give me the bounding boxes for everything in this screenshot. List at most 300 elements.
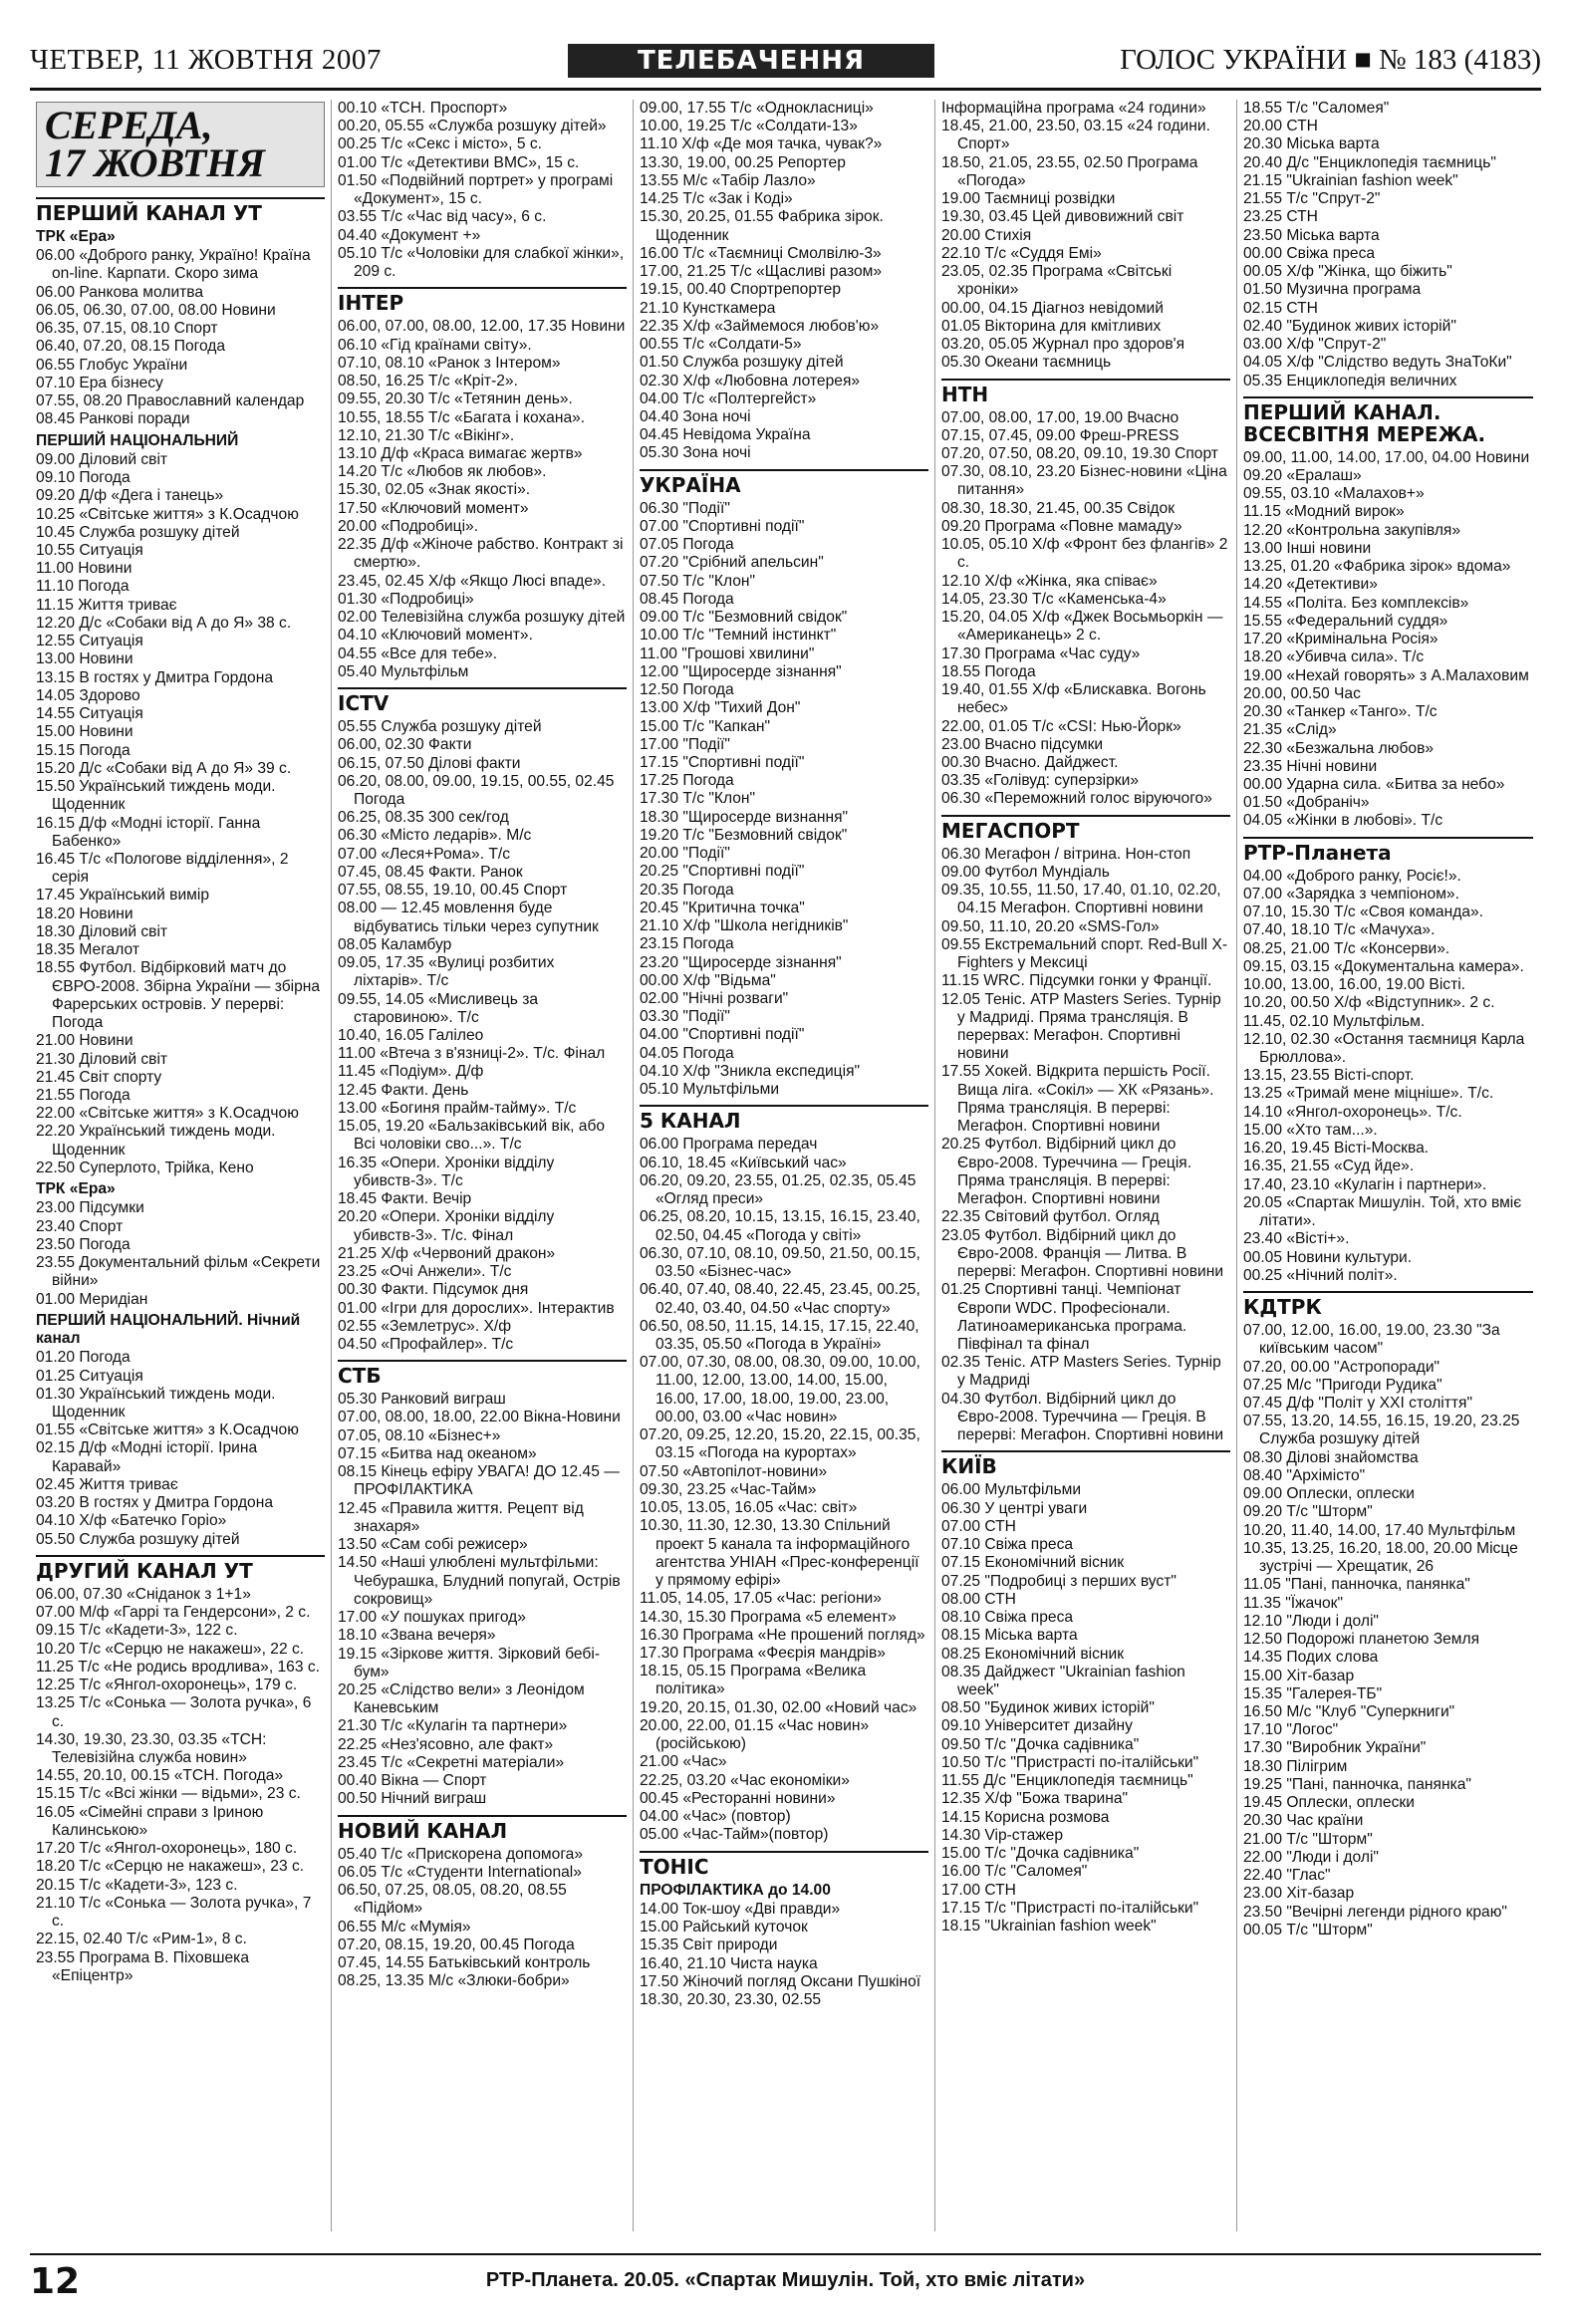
program-entry: 20.25 Футбол. Відбірний цикл до Євро-2008. Туреччина — Греція. Пряма трансляція. В перерві: Мегафон. Спортивні новини [941, 1136, 1192, 1208]
program-entry: 10.05, 05.10 Х/ф «Фронт без флангів» 2 с. [941, 536, 1228, 572]
program-entry: 10.05, 13.05, 16.05 «Час: світ» [640, 1499, 858, 1517]
program-entry: 07.20, 09.25, 12.20, 15.20, 22.15, 00.35, 03.15 «Погода на курортах» [640, 1426, 920, 1462]
program-entry: 23.15 Погода [640, 935, 734, 953]
program-entry: 20.30 «Танкер «Танго». Т/с [1243, 703, 1438, 721]
program-entry: 20.20 «Опери. Хроніки відділу убивств-3». Т/с. Фінал [338, 1208, 555, 1244]
program-entry: 22.50 Суперлото, Трійка, Кено [36, 1159, 254, 1176]
program-entry: 04.10 Х/ф "Зникла експедиція" [640, 1062, 861, 1080]
program-entry: 14.15 Корисна розмова [941, 1808, 1110, 1826]
program-entry: 06.00 «Доброго ранку, Україно! Країна on-line. Карпати. Скоро зима [36, 247, 311, 283]
program-entry: 12.10, 02.30 «Остання таємниця Карла Брюллова». [1243, 1030, 1525, 1067]
program-entry: 18.45, 21.00, 23.50, 03.15 «24 години. Спорт» [941, 118, 1210, 153]
program-entry: 06.25, 08.20, 10.15, 13.15, 16.15, 23.40, 02.50, 04.45 «Погода у світі» [640, 1208, 920, 1244]
program-entry: 16.40, 21.10 Чиста наука [640, 1954, 818, 1972]
program-entry: 04.55 «Все для тебе». [338, 645, 498, 662]
program-entry: 06.25, 08.35 300 сек/год [338, 809, 509, 827]
program-entry: 09.00 Т/с "Безмовний свідок" [640, 609, 848, 627]
program-entry: 01.00 Меридіан [36, 1290, 148, 1308]
program-entry: 23.20 "Щиросерде зізнання" [640, 953, 842, 971]
program-entry: 06.50, 08.50, 11.15, 14.15, 17.15, 22.40, 03.35, 05.50 «Погода в Україні» [640, 1317, 919, 1353]
program-entry: 07.55, 08.55, 19.10, 00.45 Спорт [338, 882, 568, 900]
program-entry: 09.00, 11.00, 14.00, 17.00, 04.00 Новини [1243, 448, 1530, 466]
program-entry: 20.30 Міська варта [1243, 135, 1380, 153]
program-entry: 17.20 Т/с «Янгол-охоронець», 180 с. [36, 1840, 298, 1858]
channel-subheading: ПЕРШИЙ НАЦІОНАЛЬНИЙ [36, 431, 239, 449]
program-entry: 12.00 "Щиросерде зізнання" [640, 662, 842, 680]
program-entry: 19.20 Т/с "Безмовний свідок" [640, 826, 848, 844]
program-entry: 19.20, 20.15, 01.30, 02.00 «Новий час» [640, 1698, 917, 1716]
program-entry: 17.00 "Події" [640, 735, 730, 753]
program-entry: 01.50 «Подвійний портрет» у програмі «Документ», 15 с. [338, 171, 614, 208]
program-entry: 00.45 «Ресторанні новини» [640, 1789, 836, 1807]
program-entry: 13.25 «Тримай мене міцніше». Т/с. [1243, 1085, 1494, 1103]
program-entry: 07.20, 00.00 "Астропоради" [1243, 1358, 1440, 1376]
program-entry: 11.25 Т/с «Не родись вродлива», 163 с. [36, 1658, 320, 1676]
program-entry: 07.20, 07.50, 08.20, 09.10, 19.30 Спорт [941, 444, 1218, 462]
program-entry: 07.00 СТН [941, 1517, 1016, 1535]
program-entry: 09.55, 03.10 «Малахов+» [1243, 485, 1425, 503]
program-entry: 16.00 Т/с "Саломея" [941, 1863, 1088, 1881]
program-entry: 04.40 «Документ +» [338, 226, 481, 244]
program-entry: 04.50 «Профайлер». Т/с [338, 1336, 514, 1353]
listing-column [1237, 100, 1539, 2231]
channel-title: КДТРК [1243, 1291, 1533, 1318]
program-entry: 09.20 Програма «Повне мамаду» [941, 517, 1182, 535]
program-entry: 23.35 Нічні новини [1243, 757, 1378, 775]
program-entry: 06.50, 07.25, 08.05, 08.20, 08.55 «Підйом» [338, 1882, 567, 1918]
program-entry: 21.55 Т/с "Спрут-2" [1243, 190, 1381, 208]
program-entry: 01.50 Музична програма [1243, 281, 1422, 299]
program-entry: 10.20, 00.50 Х/ф «Відступник». 2 с. [1243, 994, 1495, 1012]
program-entry: 05.10 Мультфільми [640, 1081, 780, 1099]
program-entry: 08.50, 16.25 Т/с «Кріт-2». [338, 373, 518, 390]
program-entry: 15.00 Новини [36, 723, 133, 741]
page-footer [30, 2253, 1541, 2305]
program-entry: 23.40 «Вісті+». [1243, 1230, 1350, 1248]
program-entry: 07.05 Погода [640, 536, 734, 554]
program-entry: 21.10 Кунсткамера [640, 299, 776, 317]
program-entry: 20.35 Погода [640, 881, 734, 899]
program-entry: 03.20 В гостях у Дмитра Гордона [36, 1494, 274, 1512]
program-entry: 06.20, 08.00, 09.00, 19.15, 00.55, 02.45 Погода [338, 772, 615, 808]
program-entry: 07.10 Ера бізнесу [36, 374, 163, 391]
channel-title: НТН [941, 379, 1230, 405]
program-entry: 17.50 «Ключовий момент» [338, 499, 529, 517]
program-entry: 19.00 «Нехай говорять» з А.Малаховим [1243, 666, 1529, 684]
program-entry: 15.15 Т/с «Всі жінки — відьми», 23 с. [36, 1785, 301, 1803]
program-entry: 10.25 «Світське життя» з К.Осадчою [36, 505, 299, 523]
program-entry: 09.35, 10.55, 11.50, 17.40, 01.10, 02.20, 04.15 Мегафон. Спортивні новини [941, 882, 1221, 917]
program-entry: 13.00 Х/ф "Тихий Дон" [640, 699, 801, 717]
program-entry: 18.20 Новини [36, 904, 133, 922]
program-entry: 19.30, 03.45 Цей дивовижний світ [941, 208, 1184, 226]
program-entry: 10.00, 19.25 Т/с «Солдати-13» [640, 118, 858, 135]
program-entry: 21.10 Т/с «Сонька — Золота ручка», 7 с. [36, 1894, 312, 1931]
program-entry: 01.25 Ситуація [36, 1367, 143, 1385]
program-entry: 17.45 Український вимір [36, 887, 210, 904]
channel-subheading: ТРК «Ера» [36, 228, 116, 245]
program-entry: 10.20, 11.40, 14.00, 17.40 Мультфільм [1243, 1521, 1516, 1539]
channel-title: ТОНІС [640, 1851, 928, 1878]
program-entry: 18.20 Т/с «Серцю не накажеш», 23 с. [36, 1858, 305, 1876]
program-entry: 23.05 Футбол. Відбірний цикл до Євро-2008. Франція — Литва. В перерві: Мегафон. Спортивні новини [941, 1226, 1224, 1281]
program-entry: 06.30 «Місто ледарів». М/с [338, 827, 532, 845]
program-entry: 14.30, 19.30, 23.30, 03.35 «ТСН: Телевізійна служба новин» [36, 1730, 267, 1766]
program-entry: 09.00 Оплески, оплески [1243, 1485, 1415, 1503]
program-entry: 21.30 Діловий світ [36, 1050, 168, 1068]
program-entry: 15.30, 20.25, 01.55 Фабрика зірок. Щоденник [640, 208, 884, 244]
program-entry: 18.15, 05.15 Програма «Велика політика» [640, 1663, 867, 1698]
program-entry: 17.50 Жіночий погляд Оксани Пушкіної [640, 1972, 921, 1990]
program-entry: 21.35 «Слід» [1243, 721, 1337, 739]
channel-title: НОВИЙ КАНАЛ [338, 1815, 627, 1842]
program-entry: 01.00 «Ігри для дорослих». Інтерактив [338, 1299, 615, 1317]
listing-column [935, 100, 1237, 2231]
program-entry: 17.15 "Спортивні події" [640, 753, 805, 771]
program-entry: 07.15 «Битва над океаном» [338, 1444, 537, 1462]
program-entry: 15.50 Український тиждень моди. Щоденник [36, 778, 276, 814]
program-entry: 04.40 Зона ночі [640, 407, 751, 425]
program-entry: 11.15 «Модний вирок» [1243, 503, 1405, 521]
program-entry: 07.45, 14.55 Батьківський контроль [338, 1954, 591, 1972]
program-entry: 08.25, 13.35 М/с «Злюки-бобри» [338, 1972, 570, 1990]
program-entry: 00.30 Вчасно. Дайджест. [941, 753, 1119, 771]
program-entry: 06.10 «Гід країнами світу». [338, 336, 532, 354]
program-entry: 01.25 Спортивні танці. Чемпіонат Європи WDC. Професіонали. Латиноамериканська програма. Півфінал та фінал [941, 1281, 1187, 1353]
program-entry: 18.10 «Звана вечеря» [338, 1627, 496, 1645]
program-entry: 13.30, 19.00, 00.25 Репортер [640, 153, 846, 171]
program-entry: 13.10 Д/ф «Краса вимагає жертв» [338, 444, 583, 462]
program-entry: 18.55 Т/с "Саломея" [1243, 100, 1390, 117]
program-entry: 15.00 Райський куточок [640, 1919, 808, 1937]
program-entry: 00.05 Х/ф "Жінка, що біжить" [1243, 263, 1452, 281]
program-entry: 18.45 Факти. Вечір [338, 1190, 472, 1208]
program-entry: 07.15, 07.45, 09.00 Фреш-PRESS [941, 426, 1179, 444]
program-entry: 09.20 Д/ф «Дега і танець» [36, 487, 224, 505]
program-entry: 11.05, 14.05, 17.05 «Час: регіони» [640, 1590, 882, 1608]
program-entry: 09.05, 17.35 «Вулиці розбитих ліхтарів». Т/с [338, 954, 555, 990]
program-entry: 00.25 Т/с «Секс і місто», 5 с. [338, 135, 542, 153]
program-entry: 07.20, 08.15, 19.20, 00.45 Погода [338, 1936, 575, 1953]
program-entry: 15.00 Хіт-базар [1243, 1667, 1355, 1684]
program-entry: 23.40 Спорт [36, 1217, 124, 1235]
program-entry: 06.05, 06.30, 07.00, 08.00 Новини [36, 301, 276, 319]
program-entry: 04.05 «Жінки в любові». Т/с [1243, 812, 1443, 830]
day-banner-line: 17 ЖОВТНЯ [45, 140, 265, 185]
program-entry: 02.30 Х/ф «Любовна лотерея» [640, 372, 861, 389]
program-entry: 17.25 Погода [640, 772, 734, 790]
program-entry: 01.05 Вікторина для кмітливих [941, 317, 1162, 335]
program-entry: 10.50 Т/с "Пристрасті по-італійськи" [941, 1753, 1199, 1771]
program-entry: 20.15 Т/с «Кадети-3», 123 с. [36, 1876, 238, 1894]
program-entry: 18.30 Діловий світ [36, 922, 168, 940]
program-entry: 07.40, 18.10 Т/с «Мачуха». [1243, 921, 1436, 939]
program-entry: 17.30 Програма «Феєрія мандрів» [640, 1644, 886, 1662]
program-entry: 14.55 «Політа. Без комплексів» [1243, 594, 1469, 612]
page-number: 12 [30, 2261, 81, 2302]
day-banner-line: СЕРЕДА, [45, 103, 213, 147]
program-entry: 06.40, 07.40, 08.40, 22.45, 23.45, 00.25, 02.40, 03.40, 04.50 «Час спорту» [640, 1281, 920, 1317]
program-entry: 08.10 Свіжа преса [941, 1609, 1074, 1627]
program-entry: 09.20 «Ералаш» [1243, 466, 1362, 484]
program-entry: 12.55 Ситуація [36, 633, 143, 650]
program-entry: 09.55, 20.30 Т/с «Тетянин день». [338, 390, 573, 408]
program-entry: 18.15 "Ukrainian fashion week" [941, 1918, 1157, 1936]
program-entry: 10.40, 16.05 Галілео [338, 1027, 484, 1045]
program-entry: 15.05, 19.20 «Бальзаківський вік, або Всі чоловіки сво...». Т/с [338, 1118, 606, 1154]
program-entry: 23.50 Погода [36, 1235, 131, 1253]
program-entry: 06.30, 07.10, 08.10, 09.50, 21.50, 00.15, 03.50 «Бізнес-час» [640, 1244, 920, 1281]
program-entry: 09.20 Т/с "Шторм" [1243, 1503, 1373, 1521]
program-entry: 08.25 Економічний вісник [941, 1645, 1125, 1663]
program-entry: 09.10 Погода [36, 469, 131, 487]
program-entry: 22.35 Д/ф «Жіноче рабство. Контракт зі смертю». [338, 536, 624, 572]
program-entry: 15.20, 04.05 Х/ф «Джек Восьмьоркін — «Американець» 2 с. [941, 609, 1223, 645]
program-entry: 11.15 Життя триває [36, 596, 177, 614]
program-entry: 11.00 "Грошові хвилини" [640, 645, 815, 662]
program-entry: 12.05 Теніс. ATP Masters Series. Турнір у Мадриді. Пряма трансляція. В перервах: Мегафон. Спортивні новини [941, 990, 1221, 1063]
program-entry: 07.45, 08.45 Факти. Ранок [338, 863, 523, 881]
program-entry: 04.05 Х/ф "Слідство ведуть ЗнаТоКи" [1243, 354, 1512, 372]
program-entry: 15.00 Т/с "Дочка садівника" [941, 1845, 1140, 1863]
program-entry: 00.05 Т/с "Шторм" [1243, 1921, 1373, 1938]
program-entry: 08.30, 18.30, 21.45, 00.35 Свідок [941, 499, 1176, 517]
program-entry: 14.25 Т/с «Зак і Коді» [640, 190, 793, 208]
program-entry: 13.15 В гостях у Дмитра Гордона [36, 668, 274, 686]
program-entry: 16.35, 21.55 «Суд йде». [1243, 1158, 1415, 1175]
program-entry: 23.00 Підсумки [36, 1199, 144, 1217]
program-entry: 07.20 "Срібний апельсин" [640, 554, 824, 572]
program-entry: 23.55 Програма В. Піховшека «Епіцентр» [36, 1948, 250, 1984]
program-entry: 23.55 Документальний фільм «Секрети війни» [36, 1254, 321, 1290]
program-entry: 14.10 «Янгол-охоронець». Т/с. [1243, 1103, 1462, 1121]
program-entry: 06.55 М/с «Мумія» [338, 1918, 471, 1936]
program-entry: 14.35 Подих слова [1243, 1649, 1379, 1667]
program-entry: 22.35 Х/ф «Займемося любов'ю» [640, 317, 880, 335]
program-entry: 08.45 Погода [640, 590, 734, 608]
program-entry: 05.55 Служба розшуку дітей [338, 718, 542, 736]
program-entry: 21.10 Х/ф "Школа негідників" [640, 917, 849, 935]
program-entry: 04.30 Футбол. Відбірний цикл до Євро-2008. Туреччина — Греція. В перерві: Мегафон. Спортивні новини [941, 1390, 1224, 1444]
program-entry: 09.15 Т/с «Кадети-3», 122 с. [36, 1622, 238, 1640]
program-entry: 15.55 «Федеральний суддя» [1243, 612, 1448, 630]
program-entry: 22.40 "Глас" [1243, 1867, 1331, 1885]
program-entry: 12.10 Х/ф «Жінка, яка співає» [941, 572, 1158, 590]
program-entry: 07.00 "Спортивні події" [640, 517, 805, 535]
program-entry: 17.55 Хокей. Відкрита першість Росії. Вища ліга. «Сокіл» — ХК «Рязань». Пряма трансляція. В перерві: Мегафон. Спортивні новини [941, 1063, 1214, 1136]
program-entry: 14.50 «Наші улюблені мультфільми: Чебурашка, Блудний попугай, Острів сокровищ» [338, 1554, 621, 1608]
program-entry: 22.15, 02.40 Т/с «Рим-1», 8 с. [36, 1931, 247, 1948]
program-entry: 13.00 Інші новини [1243, 539, 1372, 557]
listing-column [332, 100, 634, 2231]
program-entry: 12.50 Подорожі планетою Земля [1243, 1631, 1480, 1649]
program-entry: 20.00, 22.00, 01.15 «Час новин» (російською) [640, 1716, 870, 1753]
program-entry: 09.50 Т/с "Дочка садівника" [941, 1735, 1140, 1753]
program-entry: 14.00 Ток-шоу «Дві правди» [640, 1900, 841, 1918]
program-entry: 09.30, 23.25 «Час-Тайм» [640, 1480, 817, 1498]
program-entry: 08.35 Дайджест "Ukrainian fashion week" [941, 1663, 1185, 1698]
program-entry: 22.25, 03.20 «Час економіки» [640, 1771, 850, 1789]
channel-subheading: ПЕРШИЙ НАЦІОНАЛЬНИЙ. Нічний канал [36, 1311, 301, 1348]
program-entry: 05.30 Ранковий виграш [338, 1391, 506, 1409]
program-entry: 21.55 Погода [36, 1087, 131, 1105]
program-entry: 17.30 Програма «Час суду» [941, 645, 1141, 662]
program-entry: 12.10 "Люди і долі" [1243, 1612, 1379, 1630]
program-entry: 00.05 Новини культури. [1243, 1248, 1413, 1266]
channel-title: ІНТЕР [338, 287, 627, 314]
program-entry: 00.50 Нічний виграш [338, 1790, 487, 1808]
program-entry: 10.00, 13.00, 16.00, 19.00 Вісті. [1243, 976, 1466, 994]
program-entry: 18.30 "Щиросерде визнання" [640, 808, 849, 826]
program-entry: 03.55 Т/с «Час від часу», 6 с. [338, 208, 547, 226]
program-entry: 06.00 Мультфільми [941, 1481, 1082, 1499]
program-entry: 08.45 Ранкові поради [36, 410, 190, 428]
program-entry: 02.15 СТН [1243, 299, 1318, 317]
program-entry: 18.50, 21.05, 23.55, 02.50 Програма «Погода» [941, 153, 1198, 189]
program-entry: 13.25, 01.20 «Фабрика зірок» вдома» [1243, 558, 1511, 576]
program-entry: 14.05, 23.30 Т/с «Каменська-4» [941, 590, 1167, 608]
program-entry: 17.15 Т/с "Пристрасті по-італійськи" [941, 1899, 1199, 1917]
program-entry: 09.00 Діловий світ [36, 450, 168, 468]
program-entry: 23.25 «Очі Анжели». Т/с [338, 1263, 512, 1281]
program-entry: 07.00, 12.00, 16.00, 19.00, 23.30 "За київським часом" [1243, 1322, 1500, 1358]
program-entry: 01.55 «Світське життя» з К.Осадчою [36, 1421, 299, 1439]
program-entry: 07.05, 08.10 «Бізнес+» [338, 1426, 501, 1444]
program-entry: 00.00 Свіжа преса [1243, 244, 1376, 262]
program-entry: 08.00 СТН [941, 1590, 1016, 1608]
program-entry: 14.20 «Детективи» [1243, 576, 1378, 594]
program-entry: 09.50, 11.10, 20.20 «SMS-Гол» [941, 917, 1160, 935]
program-entry: 18.35 Мегалот [36, 941, 139, 959]
program-entry: 12.25 Т/с «Янгол-охоронець», 179 с. [36, 1677, 298, 1694]
program-entry: 11.55 Д/с "Енциклопедія таємниць" [941, 1772, 1193, 1790]
program-entry: 00.25 «Нічний політ». [1243, 1266, 1398, 1284]
program-entry: 06.00, 07.00, 08.00, 12.00, 17.35 Новини [338, 318, 626, 336]
program-entry: 17.00 СТН [941, 1881, 1016, 1899]
issue-date: ЧЕТВЕР, 11 ЖОВТНЯ 2007 [30, 44, 382, 76]
program-entry: 23.00 Хіт-базар [1243, 1885, 1355, 1903]
program-entry: 11.15 WRC. Підсумки гонки у Франції. [941, 972, 1212, 990]
program-entry: 07.00 «Леся+Рома». Т/с [338, 845, 511, 863]
channel-title: ДРУГИЙ КАНАЛ УТ [36, 1555, 325, 1582]
program-entry: 22.25 «Нез'ясовно, але факт» [338, 1735, 554, 1753]
program-entry: 15.35 Світ природи [640, 1937, 778, 1954]
program-entry: 07.15 Економічний вісник [941, 1554, 1125, 1572]
program-entry: 04.00 «Доброго ранку, Росіє!». [1243, 867, 1461, 885]
program-entry: 20.45 "Критична точка" [640, 899, 805, 916]
program-entry: 06.00, 02.30 Факти [338, 736, 472, 754]
program-entry: 06.30 У центрі уваги [941, 1499, 1088, 1517]
program-entry: 12.45 Факти. День [338, 1081, 469, 1099]
program-entry: 20.00, 00.50 Час [1243, 684, 1361, 702]
program-entry: 13.25 Т/с «Сонька — Золота ручка», 6 с. [36, 1694, 312, 1730]
program-entry: 19.45 Оплески, оплески [1243, 1794, 1415, 1812]
program-entry: 19.40, 01.55 Х/ф «Блискавка. Вогонь небес» [941, 681, 1206, 717]
program-entry: 06.15, 07.50 Ділові факти [338, 754, 521, 772]
program-entry: 15.35 "Галерея-ТБ" [1243, 1684, 1383, 1702]
program-entry: 09.55, 14.05 «Мисливець за старовиною». Т/с [338, 990, 539, 1026]
channel-title: ПЕРШИЙ КАНАЛ. ВСЕСВІТНЯ МЕРЕЖА. [1243, 396, 1533, 445]
program-entry: 01.50 Служба розшуку дітей [640, 354, 844, 372]
program-entry: 14.30 Vip-стажер [941, 1826, 1064, 1844]
program-entry: 15.30, 02.05 «Знак якості». [338, 481, 531, 499]
program-entry: 22.10 Т/с «Суддя Емі» [941, 244, 1102, 262]
program-entry: 10.35, 13.25, 16.20, 18.00, 20.00 Місце зустрічі — Хрещатик, 26 [1243, 1539, 1518, 1576]
program-entry: 05.00 «Час-Тайм»(повтор) [640, 1826, 829, 1844]
program-entry: 16.15 Д/ф «Модні історії. Ганна Бабенко» [36, 814, 261, 850]
program-entry: 01.30 «Подробиці» [338, 590, 474, 608]
program-entry: 07.10 Свіжа преса [941, 1536, 1074, 1554]
program-entry: 16.30 Програма «Не прошений погляд» [640, 1626, 925, 1644]
program-entry: 04.00 "Спортивні події" [640, 1026, 805, 1044]
program-entry: 00.40 Вікна — Спорт [338, 1772, 487, 1790]
program-entry: 11.05 "Пані, панночка, панянка" [1243, 1576, 1470, 1594]
program-entry: 06.00, 07.30 «Сніданок з 1+1» [36, 1585, 251, 1603]
program-teaser: РТР-Планета. 20.05. «Спартак Мишулін. Той, хто вміє літати» [485, 2269, 1086, 2291]
program-entry: 01.30 Український тиждень моди. Щоденник [36, 1385, 276, 1420]
program-entry: 06.30 "Події" [640, 499, 730, 517]
program-entry: 07.55, 08.20 Православний календар [36, 392, 305, 410]
program-entry: 12.35 Х/ф "Божа тварина" [941, 1790, 1129, 1808]
program-entry: 15.00 «Хто там...». [1243, 1121, 1378, 1139]
program-entry: 02.00 Телевізійна служба розшуку дітей [338, 609, 626, 627]
program-entry: 06.00 Ранкова молитва [36, 283, 204, 301]
channel-title: КИЇВ [941, 1450, 1230, 1477]
program-entry: 08.50 "Будинок живих історій" [941, 1699, 1155, 1717]
program-entry: 07.45 Д/ф "Політ у XXI століття" [1243, 1395, 1473, 1412]
program-entry: 12.20 «Контрольна закупівля» [1243, 521, 1461, 539]
program-entry: 20.05 «Спартак Мишулін. Той, хто вміє літати». [1243, 1193, 1522, 1230]
program-entry: 02.00 "Нічні розваги" [640, 990, 789, 1008]
program-entry: 20.30 Час країни [1243, 1812, 1364, 1830]
program-entry: 20.25 "Спортивні події" [640, 863, 805, 881]
program-entry: 07.50 Т/с "Клон" [640, 572, 756, 590]
program-entry: 22.20 Український тиждень моди. Щоденник [36, 1123, 276, 1159]
program-entry: 04.10 Х/ф «Батечко Горіо» [36, 1512, 227, 1530]
program-entry: 10.55 Ситуація [36, 541, 143, 559]
program-entry: 16.35 «Опери. Хроніки відділу убивств-3». Т/с [338, 1154, 555, 1189]
program-entry: 15.20 Д/с «Собаки від А до Я» 39 с. [36, 759, 292, 777]
program-entry: 08.15 Кінець ефіру УВАГА! ДО 12.45 — ПРОФІЛАКТИКА [338, 1463, 620, 1499]
channel-title: ПЕРШИЙ КАНАЛ УТ [36, 197, 325, 224]
program-entry: 09.00 Футбол Мундіаль [941, 863, 1110, 881]
channel-title: МЕГАСПОРТ [941, 815, 1230, 842]
program-entry: 07.55, 13.20, 14.55, 16.15, 19.20, 23.25 Служба розшуку дітей [1243, 1413, 1520, 1448]
listing-column [30, 100, 332, 2231]
tv-listings [30, 100, 1541, 2231]
program-entry: 03.30 "Події" [640, 1008, 730, 1026]
program-entry: 14.30, 15.30 Програма «5 елемент» [640, 1608, 897, 1626]
program-entry: 20.00 Стихія [941, 226, 1032, 244]
program-entry: 15.15 Погода [36, 741, 131, 759]
program-entry: 21.00 Т/с "Шторм" [1243, 1830, 1373, 1848]
program-entry: 21.00 «Час» [640, 1753, 727, 1771]
program-entry: 22.30 «Безжальна любов» [1243, 739, 1435, 757]
listing-column [634, 100, 935, 2231]
program-entry: 12.10, 21.30 Т/с «Вікінг». [338, 426, 515, 444]
program-entry: 09.55 Екстремальний спорт. Red-Bull X-Fighters у Мексиці [941, 935, 1228, 972]
program-entry: 08.05 Каламбур [338, 935, 452, 953]
program-entry: 06.10, 18.45 «Київський час» [640, 1154, 847, 1171]
program-entry: 05.40 Т/с «Прискорена допомога» [338, 1845, 584, 1863]
program-entry: 01.20 Погода [36, 1349, 131, 1367]
program-entry: 02.45 Життя триває [36, 1475, 178, 1493]
program-entry: 13.00 Новини [36, 650, 133, 668]
program-entry: 16.05 «Сімейні справи з Іриною Калинською» [36, 1803, 264, 1839]
program-entry: 17.30 Т/с "Клон" [640, 790, 756, 808]
program-entry: 22.00, 01.05 Т/с «CSI: Нью-Йорк» [941, 717, 1181, 735]
program-entry: 17.00, 21.25 Т/с «Щасливі разом» [640, 263, 883, 281]
